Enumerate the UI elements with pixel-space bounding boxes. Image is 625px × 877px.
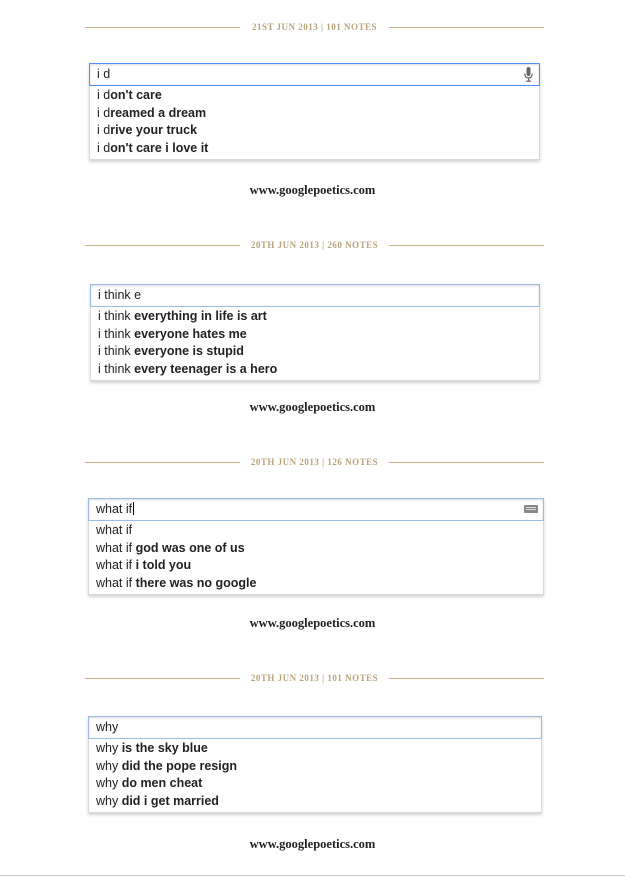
suggestion-item[interactable]: i drive your truck bbox=[97, 123, 198, 137]
search-query: what if bbox=[96, 502, 133, 516]
microphone-icon[interactable] bbox=[524, 67, 533, 82]
search-query: i d bbox=[97, 67, 111, 81]
suggestion-item[interactable]: why did i get married bbox=[96, 793, 219, 808]
autocomplete-box-4 bbox=[88, 716, 542, 813]
site-link[interactable]: www.googlepoetics.com bbox=[249, 837, 376, 851]
divider-line bbox=[389, 245, 544, 246]
suggestion-item[interactable]: i think every teenager is a hero bbox=[98, 361, 278, 376]
search-input[interactable] bbox=[90, 284, 540, 307]
search-input[interactable] bbox=[88, 716, 542, 739]
suggestion-item[interactable]: why is the sky blue bbox=[96, 741, 208, 755]
suggestion-item[interactable]: why do men cheat bbox=[96, 776, 203, 790]
suggestion-item[interactable]: what if there was no google bbox=[96, 575, 257, 590]
suggestion-item[interactable]: i dreamed a dream bbox=[97, 105, 207, 120]
post-meta-4 bbox=[85, 671, 544, 685]
suggestion-item[interactable]: why did the pope resign bbox=[96, 758, 237, 773]
post-meta-3 bbox=[85, 455, 544, 469]
autocomplete-box-1 bbox=[89, 63, 540, 160]
post-date-notes[interactable]: 20TH JUN 2013 | 260 NOTES bbox=[250, 240, 379, 250]
autocomplete-box-3 bbox=[88, 498, 544, 595]
suggestion-item[interactable]: i think everyone hates me bbox=[98, 326, 247, 341]
suggestion-item[interactable]: i think everything in life is art bbox=[98, 309, 267, 323]
suggestion-item[interactable]: i think everyone is stupid bbox=[98, 344, 244, 358]
page-bottom-border bbox=[0, 875, 625, 876]
site-link[interactable]: www.googlepoetics.com bbox=[249, 183, 376, 197]
post-date-notes[interactable]: 21ST JUN 2013 | 101 NOTES bbox=[251, 22, 378, 32]
post-date-notes[interactable]: 20TH JUN 2013 | 126 NOTES bbox=[250, 457, 379, 467]
suggestion-item[interactable]: what if god was one of us bbox=[96, 540, 245, 555]
suggestion-list bbox=[90, 86, 539, 159]
search-query: i think e bbox=[98, 288, 142, 302]
post-meta-1 bbox=[85, 20, 544, 34]
suggestion-item[interactable]: i don't care bbox=[97, 88, 162, 102]
divider-line bbox=[389, 462, 544, 463]
suggestion-item[interactable]: what if i told you bbox=[96, 558, 192, 572]
suggestion-list bbox=[91, 307, 539, 380]
site-link[interactable]: www.googlepoetics.com bbox=[249, 616, 376, 630]
autocomplete-box-2 bbox=[90, 284, 540, 381]
suggestion-list bbox=[89, 521, 543, 594]
search-input[interactable] bbox=[89, 63, 540, 86]
suggestion-item[interactable]: what if bbox=[96, 523, 133, 537]
divider-line bbox=[389, 678, 544, 679]
site-link[interactable]: www.googlepoetics.com bbox=[249, 400, 376, 414]
search-query: why bbox=[96, 720, 119, 734]
post-date-notes[interactable]: 20TH JUN 2013 | 101 NOTES bbox=[250, 673, 379, 683]
search-input[interactable] bbox=[88, 498, 544, 521]
post-meta-2 bbox=[85, 238, 544, 252]
divider-line bbox=[389, 27, 544, 28]
suggestion-list bbox=[89, 739, 541, 812]
keyboard-icon[interactable] bbox=[524, 505, 538, 513]
suggestion-item[interactable]: i don't care i love it bbox=[97, 140, 209, 155]
text-caret bbox=[133, 502, 134, 515]
